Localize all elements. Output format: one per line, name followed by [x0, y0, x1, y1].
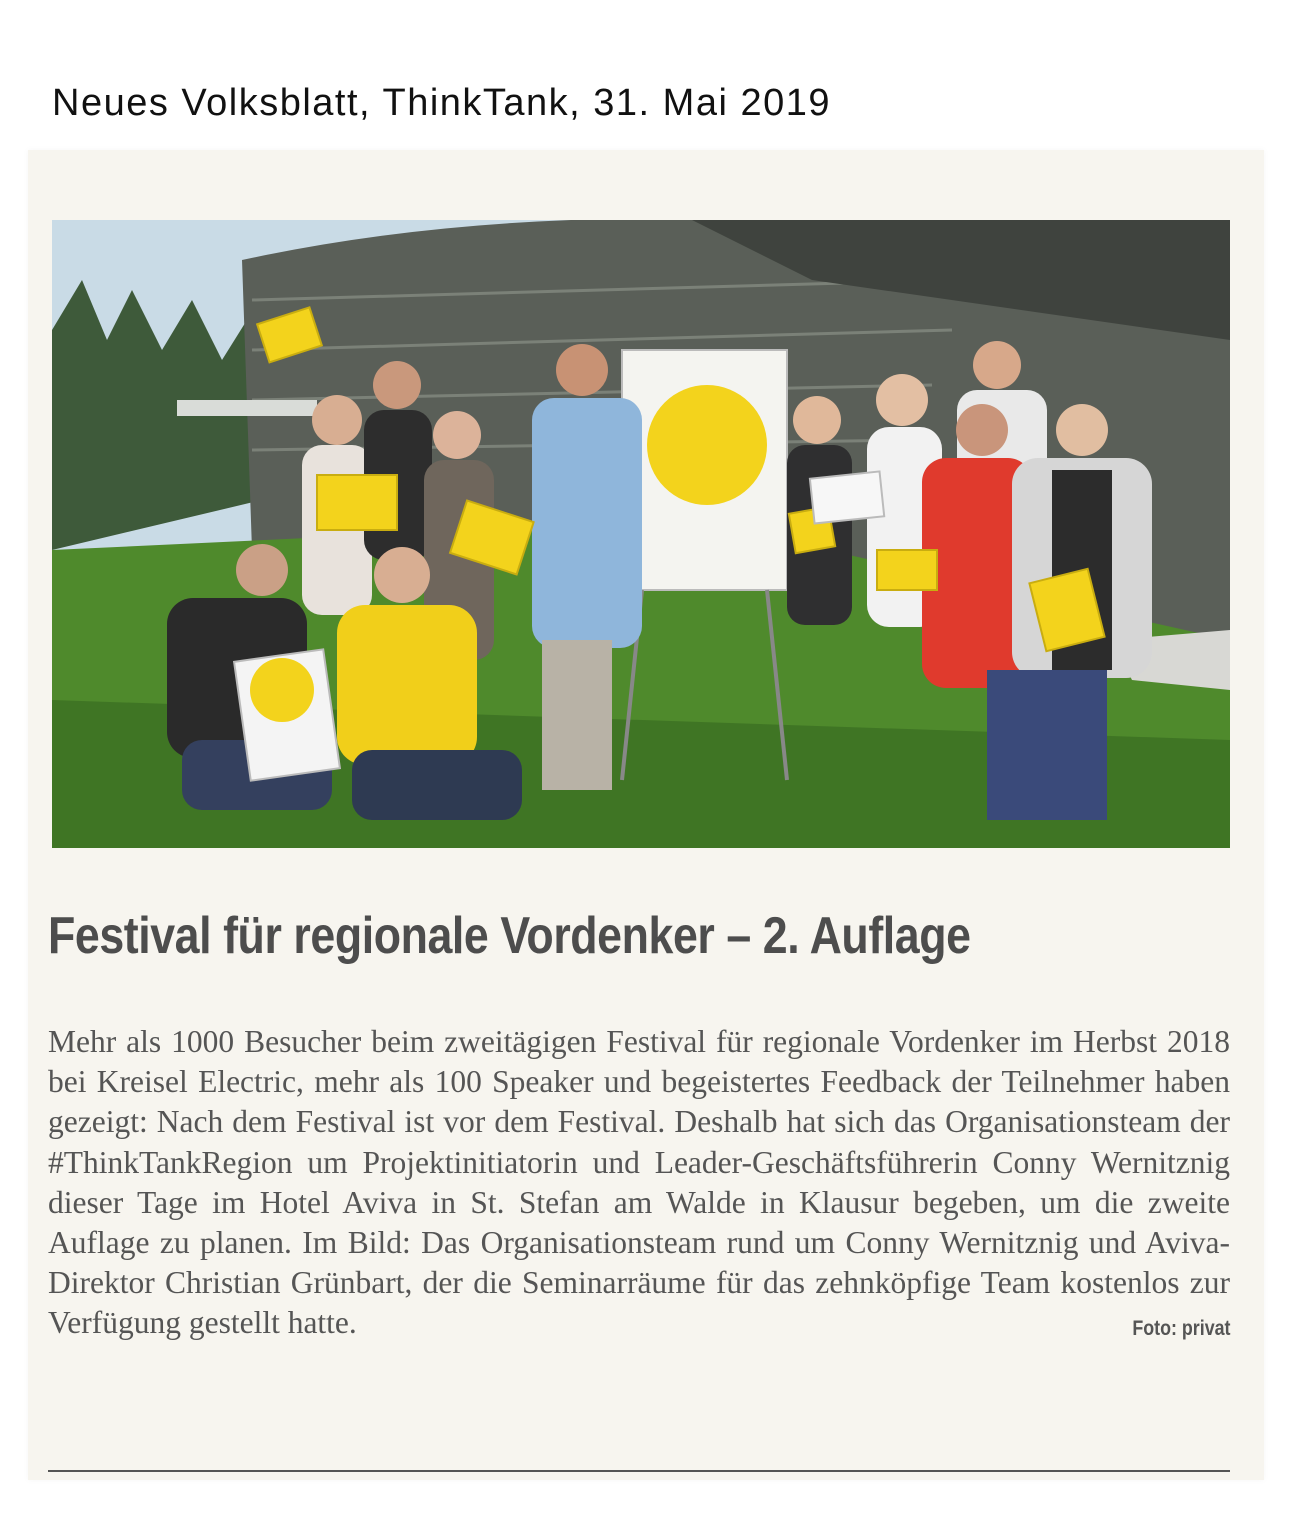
- article-body: [48, 1022, 1230, 1350]
- article-photo: [52, 220, 1230, 848]
- article-body-text: Mehr als 1000 Besucher beim zweitägigen Festival für regionale Vordenker im Herbst 2018 bei Kreisel Electric, mehr als 100 Speaker und begeistertes Feedback der Teilnehmer haben gezeigt: Nach dem Festival ist vor dem Festival. Deshalb hat sich das Organisationsteam der #ThinkTankRegion um Projektinitiatorin und Leader-Geschäftsführerin Conny Wernitznig dieser Tage im Hotel Aviva in St. Stefan am Walde in Klausur begeben, um die zweite Auflage zu planen. Im Bild: Das Organisationsteam rund um Conny Wernitznig und Aviva-Direktor Christian Grünbart, der die Seminarräume für das zehnköpfige Team kostenlos zur Verfügung gestellt hatte.: [48, 1024, 1230, 1341]
- bottom-rule: [48, 1470, 1230, 1472]
- source-line: Neues Volksblatt, ThinkTank, 31. Mai 2019: [52, 82, 831, 124]
- article-headline: Festival für regionale Vordenker – 2. Auflage: [48, 907, 971, 965]
- photo-credit: Foto: privat: [1131, 1317, 1230, 1341]
